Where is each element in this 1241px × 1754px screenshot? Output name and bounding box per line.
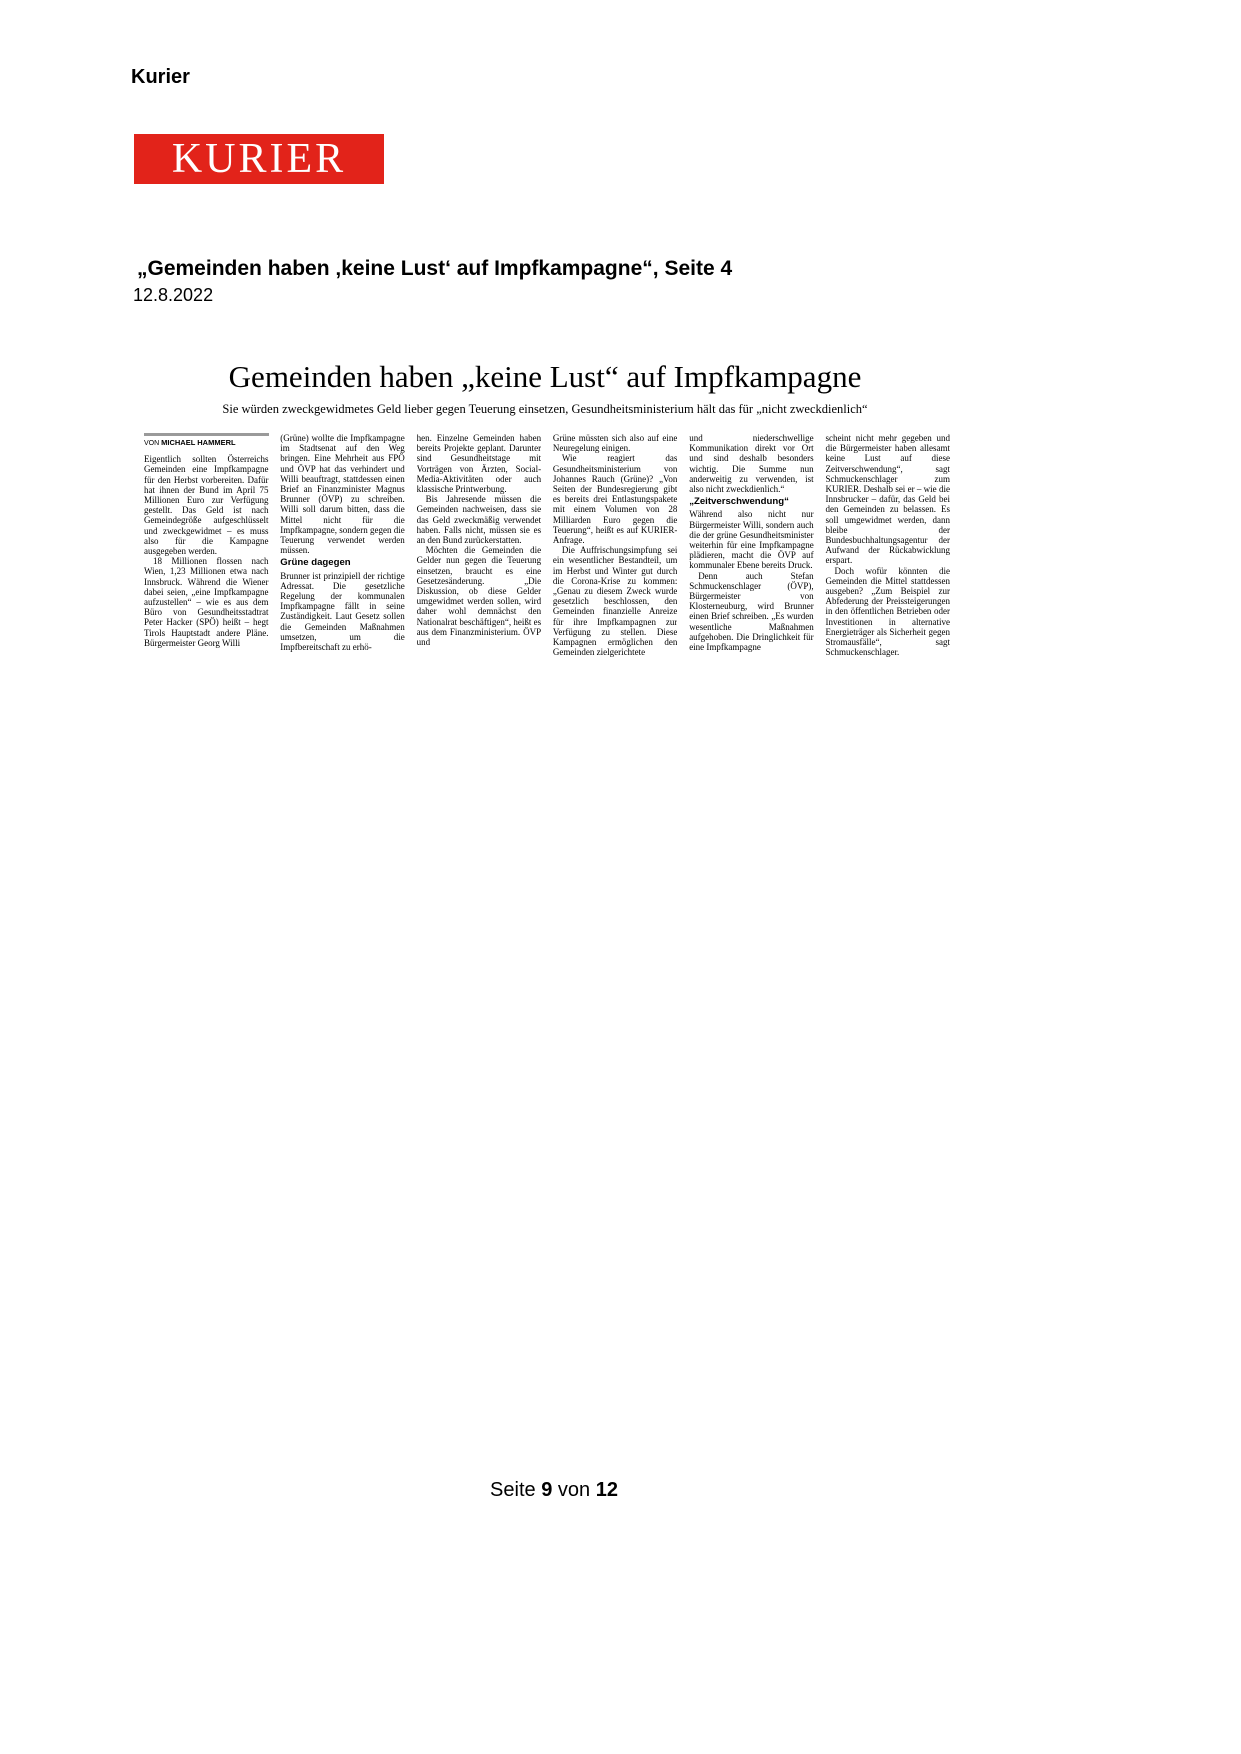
article-column-2 — [280, 433, 405, 695]
footer-prefix: Seite — [490, 1479, 536, 1501]
paragraph: scheint nicht mehr gegeben und die Bürgermeister haben allesamt keine Lust auf diese Zeitverschwendung“, sagt Schmuckenschlager zum KURIER. Deshalb sei er – wie die Innsbrucker – dafür, das Geld bei den Gemeinden zu belassen. Es soll umgewidmet werden, dann bleibe der Bundesbuchhaltungsagentur der Aufwand der Rückabwicklung erspart. — [825, 433, 950, 566]
byline — [144, 438, 269, 449]
paragraph: (Grüne) wollte die Impfkampagne im Stadtsenat auf den Weg bringen. Eine Mehrheit aus FPÖ und ÖVP hat das verhindert und Willi beauftragt, stattdessen einen Brief an Finanzminister Magnus Brunner (ÖVP) zu schreiben. Willi soll darum bitten, dass die Mittel nicht für die Impfkampagne, sondern gegen die Teuerung verwendet werden müssen. — [280, 433, 405, 556]
paragraph: 18 Millionen flossen nach Wien, 1,23 Millionen etwa nach Innsbruck. Während die Wiener dabei seien, „eine Impfkampagne aufzustellen“ – wie es aus dem Büro von Gesundheitsstadtrat Peter Hacker (SPÖ) heißt – hegt Tirols Hauptstadt andere Pläne. Bürgermeister Georg Willi — [144, 556, 269, 648]
current-page-number: 9 — [541, 1479, 553, 1501]
article-headline: Gemeinden haben „keine Lust“ auf Impfkampagne — [228, 359, 862, 394]
article-column-5 — [689, 433, 814, 695]
paragraph: Möchten die Gemeinden die Gelder nun gegen die Teuerung einsetzen, braucht es eine Gesetzesänderung. „Die Diskussion, ob diese Gelder umgewidmet werden sollen, wird daher wohl demnächst den Nationalrat beschäftigen“, heißt es aus dem Finanzministerium. ÖVP und — [416, 545, 542, 648]
total-page-count: 12 — [595, 1479, 618, 1501]
paragraph: Eigentlich sollten Österreichs Gemeinden eine Impfkampagne für den Herbst vorbereiten. Dafür hat ihnen der Bund im April 75 Millionen Euro zur Verfügung gestellt. Das Geld ist nach Gemeindegröße aufgeschlüsselt und zweckgewidmet – es muss also für die Kampagne ausgegeben werden. — [144, 454, 269, 557]
section-heading: Grüne dagegen — [280, 557, 351, 569]
article-column-1 — [144, 433, 269, 695]
paragraph: Grüne müssten sich also auf eine Neuregelung einigen. — [552, 433, 678, 454]
footer-middle: von — [557, 1479, 591, 1501]
article-columns — [144, 433, 950, 695]
article-column-4 — [553, 433, 678, 695]
paragraph: Die Auffrischungsimpfung sei ein wesentlicher Bestandteil, um im Herbst und Winter gut durch die Corona-Krise zu kommen: „Genau zu diesem Zweck wurde gesetzlich beschlossen, den Gemeinden finanzielle Anreize für ihre Impfkampagnen zur Verfügung zu stellen. Diese Kampagnen ermöglichen den Gemeinden zielgerichtete — [552, 545, 678, 658]
source-name: Kurier — [131, 66, 190, 88]
article-subheadline: Sie würden zweckgewidmetes Geld lieber gegen Teuerung einsetzen, Gesundheitsministerium hält das für „nicht zweckdienlich“ — [222, 402, 868, 416]
paragraph: Doch wofür könnten die Gemeinden die Mittel stattdessen ausgeben? „Zum Beispiel zur Abfederung der Preissteigerungen in den öffentlichen Betrieben oder Investitionen in alternative Energieträger als Sicherheit gegen Stromausfälle“, sagt Schmuckenschlager. — [825, 565, 950, 658]
paragraph: Wie reagiert das Gesundheitsministerium von Johannes Rauch (Grüne)? „Von Seiten der Bundesregierung gibt es bereits drei Entlastungspakete mit einem Volumen von 28 Milliarden Euro gegen die Teuerung“, heißt es auf KURIER-Anfrage. — [552, 453, 678, 546]
document-date: 12.8.2022 — [133, 285, 214, 305]
paragraph: Denn auch Stefan Schmuckenschlager (ÖVP), Bürgermeister von Klosterneuburg, wird Brunner einen Brief schreiben. „Es wurden wesentliche Maßnahmen aufgehoben. Die Dringlichkeit für eine Impfkampagne — [689, 570, 814, 653]
page-footer — [0, 1479, 1108, 1502]
logo-text: KURIER — [171, 136, 347, 182]
paragraph: und niederschwellige Kommunikation direkt vor Ort und sind deshalb besonders wichtig. Die Summe nun anderweitig zu verwenden, ist also nicht zweckdienlich.“ — [689, 433, 814, 495]
paragraph: hen. Einzelne Gemeinden haben bereits Projekte geplant. Darunter sind Gesundheitstage mit Vorträgen von Ärzten, Social-Media-Aktivitäten oder auch klassische Printwerbung. — [416, 433, 542, 495]
section-heading: „Zeitverschwendung“ — [689, 496, 789, 508]
paragraph: Bis Jahresende müssen die Gemeinden nachweisen, dass sie das Geld zweckmäßig verwendet haben. Falls nicht, müssen sie es an den Bund zurückerstatten. — [416, 494, 542, 546]
paragraph: Während also nicht nur Bürgermeister Willi, sondern auch die der grüne Gesundheitsminister weiterhin für eine Impfkampagne plädieren, macht die ÖVP auf kommunaler Ebene bereits Druck. — [689, 509, 814, 571]
kurier-logo — [134, 134, 384, 184]
article-column-6 — [825, 433, 950, 695]
paragraph: Brunner ist prinzipiell der richtige Adressat. Die gesetzliche Regelung der kommunalen Impfkampagne fällt in seine Zuständigkeit. Laut Gesetz sollen die Gemeinden Maßnahmen umsetzen, um die Impfbereitschaft zu erhö- — [280, 570, 405, 653]
byline-prefix: VON — [144, 440, 160, 447]
article-column-3 — [417, 433, 542, 695]
byline-author: MICHAEL HAMMERL — [161, 438, 236, 447]
document-title: „Gemeinden haben ‚keine Lust‘ auf Impfkampagne“, Seite 4 — [137, 257, 733, 280]
newspaper-clipping — [140, 355, 950, 695]
byline-rule — [144, 433, 269, 436]
